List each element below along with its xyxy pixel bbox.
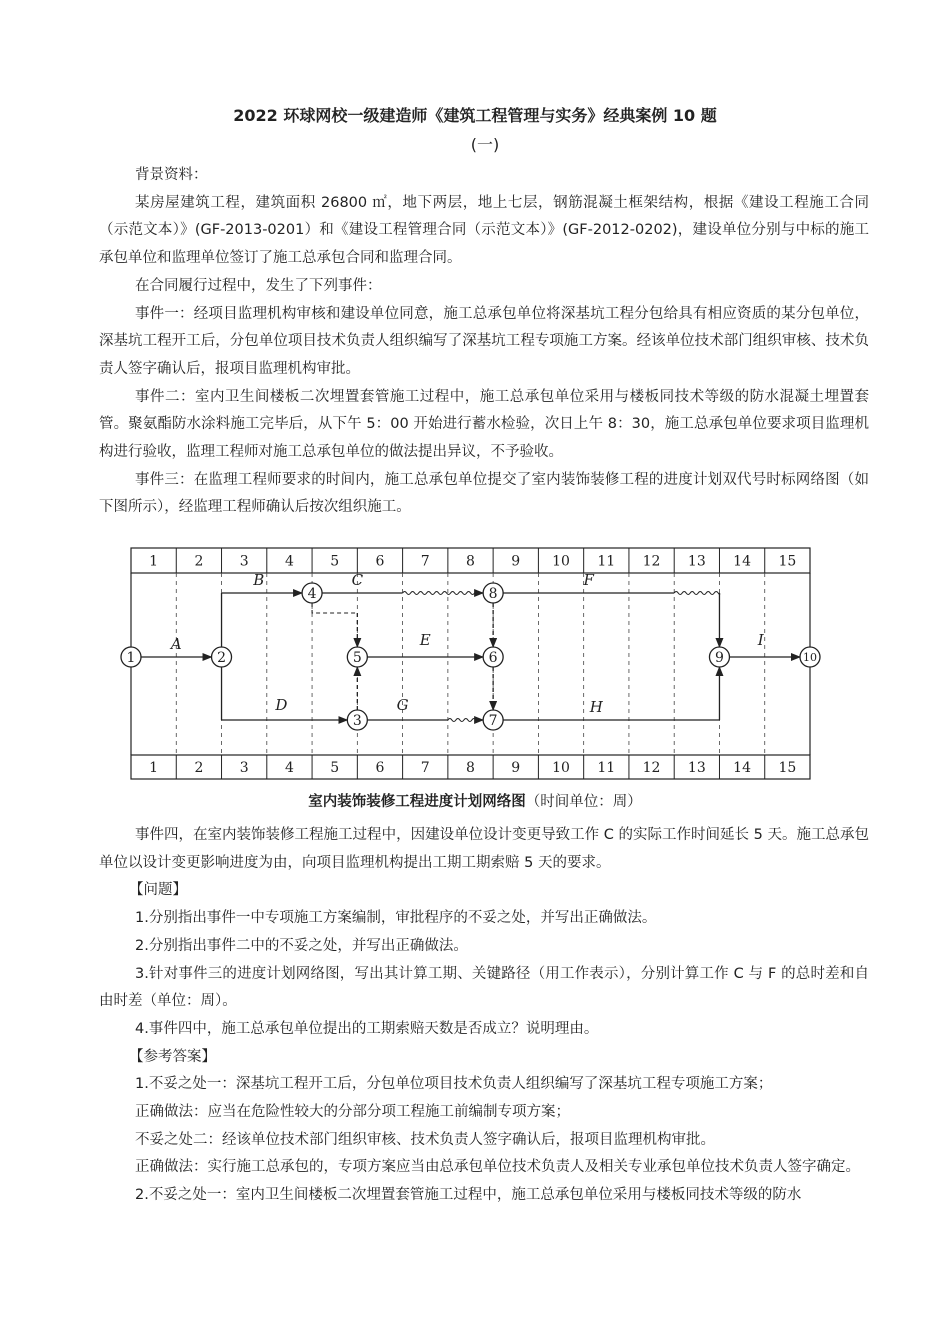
question-paragraph: 2.不妥之处一：室内卫生间楼板二次埋置套管施工过程中，施工总承包单位采用与楼板同技术等级的防水 (135, 1187, 802, 1204)
time-scale-label-top: 3 (239, 553, 249, 570)
event-node-label: 5 (352, 650, 362, 666)
time-scale-label-top: 15 (778, 553, 797, 570)
diagram-caption (0, 792, 950, 812)
activity-label-e: E (419, 631, 431, 649)
question-paragraph: 不妥之处二：经该单位技术部门组织审核、技术负责人签字确认后，报项目监理机构审批。 (135, 1131, 715, 1148)
question-paragraph: 1.不妥之处一：深基坑工程开工后，分包单位项目技术负责人组织编写了深基坑工程专项施工方案； (135, 1076, 773, 1093)
activity-label-f: F (583, 571, 594, 589)
time-scale-label-top: 8 (466, 553, 475, 570)
time-scale-label-bottom: 12 (642, 760, 661, 776)
free-float-c (403, 592, 476, 595)
time-scale-label-top: 13 (687, 553, 706, 570)
activity-label-i: I (757, 631, 764, 649)
time-scale-label-bottom: 4 (284, 760, 294, 776)
question-paragraph: 【问题】 (129, 882, 187, 899)
question-paragraph: 2.分别指出事件二中的不妥之处，并写出正确做法。 (135, 937, 468, 954)
background-paragraph: 事件三：在监理工程师要求的时间内，施工总承包单位提交了室内装饰装修工程的进度计划双代号时标网络图（如下图所示），经监理工程师确认后按次组织施工。 (99, 471, 869, 516)
activity-label-b: B (253, 571, 265, 589)
time-scale-label-bottom: 9 (511, 760, 521, 776)
time-scale-label-bottom: 14 (733, 760, 752, 776)
background-paragraph: 背景资料： (135, 167, 208, 183)
time-scale-label-bottom: 8 (466, 760, 475, 776)
time-scale-label-top: 12 (642, 553, 661, 570)
background-paragraph: 某房屋建筑工程，建筑面积 26800 ㎡，地下两层，地上七层，钢筋混凝土框架结构，根据《建设工程施工合同（示范文本）》(GF-2013-0201）和《建设工程管理合同（示范文本）》(GF-2012-0202)，建设单位分别与中标的施工承包单位和监理单位签订了施工总承包合同和监理合同。 (99, 194, 869, 267)
caption-unit: （时间单位：周） (525, 794, 642, 810)
free-float-f (674, 592, 719, 595)
event-node-label: 1 (126, 650, 136, 666)
time-scale-label-top: 5 (330, 553, 340, 570)
background-paragraph: 在合同履行过程中，发生了下列事件： (135, 277, 382, 294)
question-paragraph: 事件四，在室内装饰装修工程施工过程中，因建设单位设计变更导致工作 C 的实际工作时间延长 5 天。施工总承包单位以设计变更影响进度为由，向项目监理机构提出工期工期索赔 5 天的要求。 (99, 827, 869, 871)
event-node-label: 6 (488, 650, 498, 666)
time-scale-label-top: 7 (420, 553, 430, 570)
time-scale-label-top: 1 (149, 553, 159, 570)
dummy-line-4-5 (312, 603, 357, 613)
event-node-label: 8 (488, 586, 498, 602)
question-paragraph: 3.针对事件三的进度计划网络图，写出其计算工期、关键路径（用工作表示），分别计算工作 C 与 F 的总时差和自由时差（单位：周）。 (99, 965, 869, 1010)
time-scale-label-bottom: 15 (778, 760, 797, 776)
question-paragraph: 1.分别指出事件一中专项施工方案编制，审批程序的不妥之处，并写出正确做法。 (135, 910, 657, 927)
event-node-label: 9 (715, 650, 724, 666)
free-float-g (448, 719, 477, 722)
time-scale-label-bottom: 3 (239, 760, 249, 776)
question-paragraph: 【参考答案】 (129, 1048, 216, 1065)
time-scale-label-top: 2 (194, 553, 204, 570)
background-paragraph: 事件一：经项目监理机构审核和建设单位同意，施工总承包单位将深基坑工程分包给具有相应资质的某分包单位，深基坑工程开工后，分包单位项目技术负责人组织编写了深基坑工程专项施工方案。经该单位技术部门组织审核、技术负责人签字确认后，报项目监理机构审批。 (99, 305, 869, 377)
time-scale-label-bottom: 2 (194, 760, 204, 776)
question-paragraph: 4.事件四中，施工总承包单位提出的工期索赔天数是否成立？说明理由。 (135, 1020, 599, 1037)
section-number: (一) (470, 135, 500, 154)
activity-label-g: G (396, 696, 409, 714)
time-scale-label-bottom: 10 (552, 760, 570, 776)
event-node-label: 10 (803, 651, 817, 664)
question-paragraph: 正确做法：实行施工总承包的，专项方案应当由总承包单位技术负责人及相关专业承包单位技术负责人签字确定。 (135, 1159, 860, 1176)
time-scale-label-bottom: 13 (687, 760, 706, 776)
activity-label-h: H (589, 698, 603, 716)
question-paragraph: 正确做法：应当在危险性较大的分部分项工程施工前编制专项方案； (135, 1104, 570, 1121)
activity-label-d: D (275, 696, 288, 714)
time-scale-label-top: 9 (511, 553, 521, 570)
time-scale-label-bottom: 5 (330, 760, 340, 776)
event-node-label: 4 (307, 586, 317, 602)
time-scale-label-bottom: 6 (375, 760, 385, 776)
caption-title: 室内装饰装修工程进度计划网络图 (308, 794, 526, 810)
time-scale-label-top: 14 (733, 553, 752, 570)
activity-label-a: A (170, 635, 182, 653)
time-scale-label-bottom: 11 (597, 760, 616, 776)
time-scale-label-bottom: 1 (149, 760, 159, 776)
event-node-label: 2 (217, 650, 226, 666)
time-scale-label-top: 6 (375, 553, 385, 570)
background-paragraph: 事件二：室内卫生间楼板二次埋置套管施工过程中，施工总承包单位采用与楼板同技术等级的防水混凝土埋置套管。聚氨酯防水涂料施工完毕后，从下午 5：00 开始进行蓄水检验，次日上午 8：30，施工总承包单位要求项目监理机构进行验收，监理工程师对施工总承包单位的做法提出异议，不予验收。 (99, 388, 869, 461)
time-scale-label-top: 11 (597, 553, 616, 570)
case-questions-answers (99, 822, 869, 1210)
time-scale-label-top: 10 (552, 553, 570, 570)
time-scale-label-bottom: 7 (420, 760, 430, 776)
event-node-label: 3 (352, 713, 362, 729)
page-title: 2022 环球网校一级建造师《建筑工程管理与实务》经典案例 10 题 (233, 106, 717, 125)
time-scale-label-top: 4 (284, 553, 294, 570)
activity-label-c: C (351, 571, 364, 589)
event-node-label: 7 (488, 713, 498, 729)
